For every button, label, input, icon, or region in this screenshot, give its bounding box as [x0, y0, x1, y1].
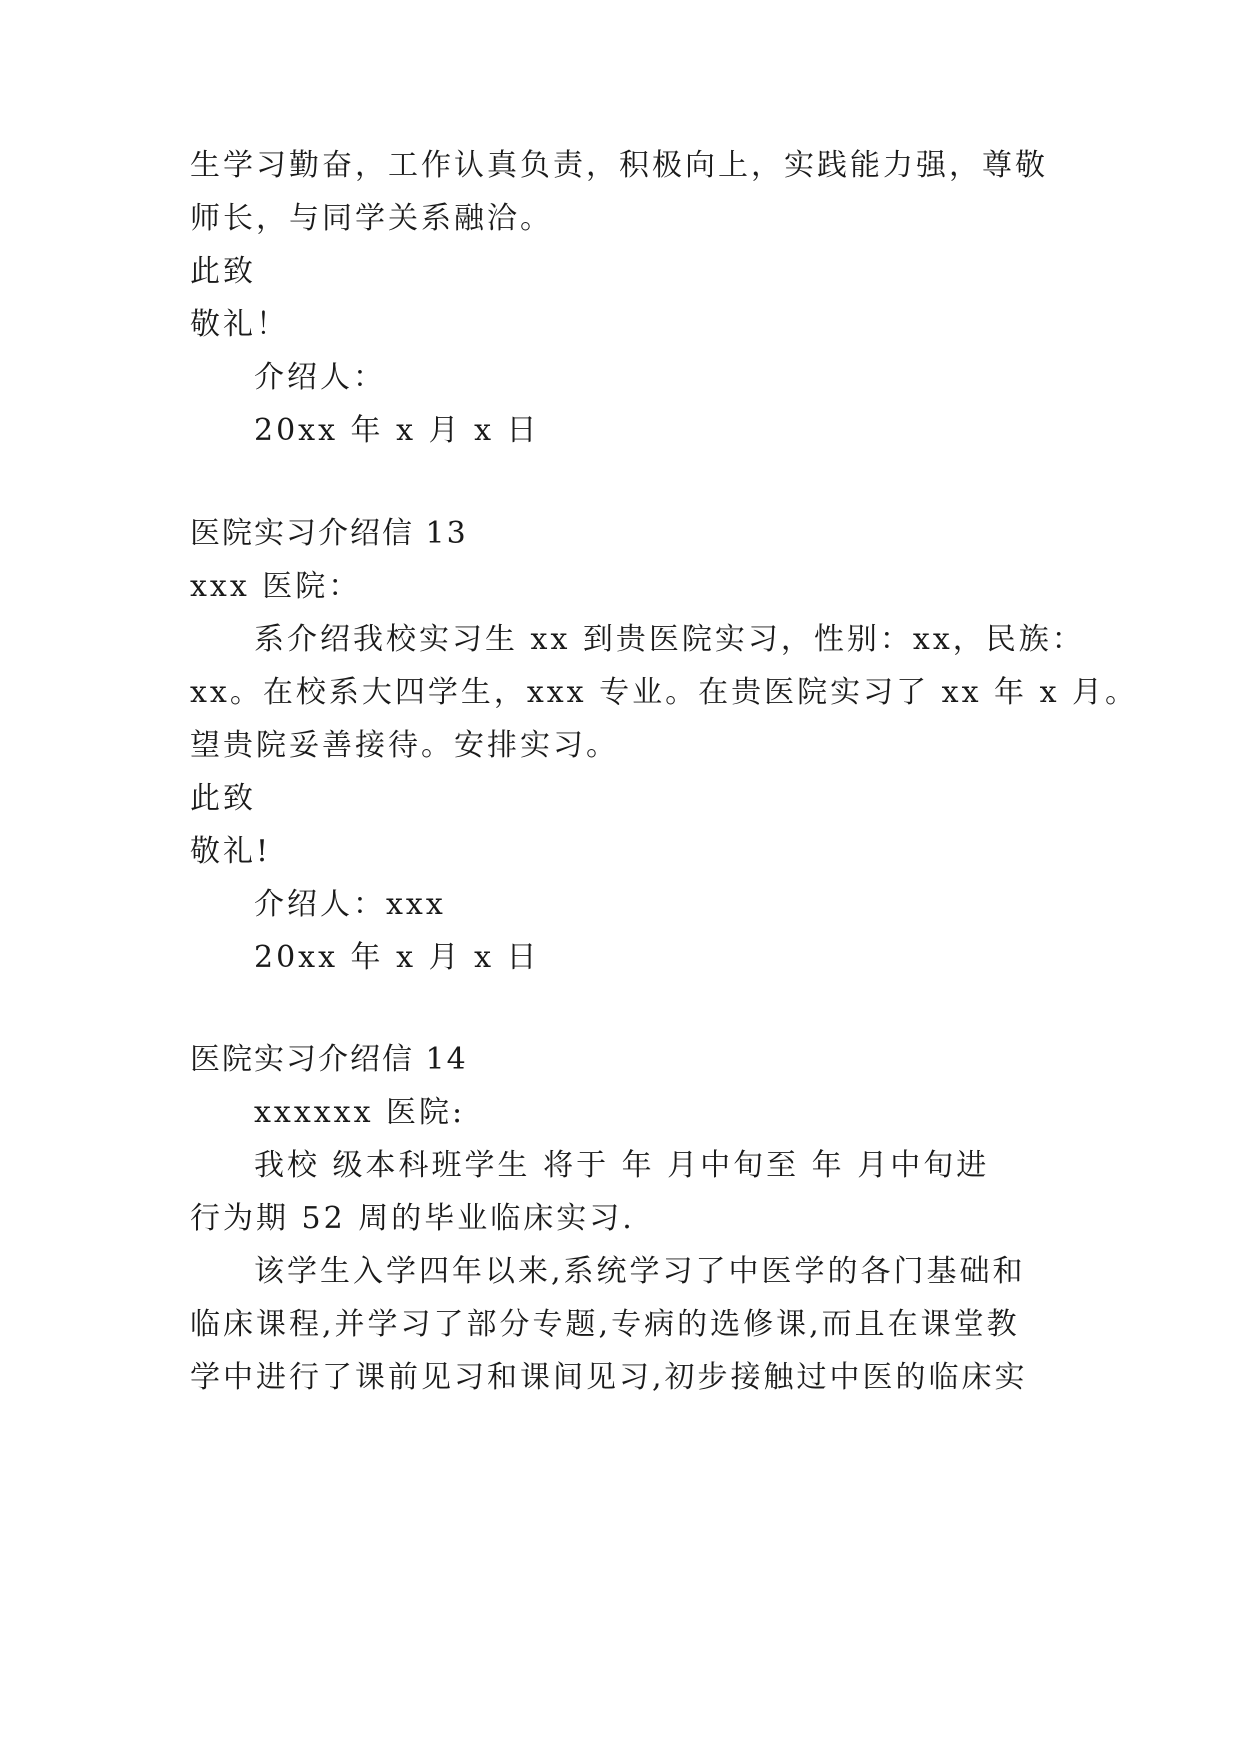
body-line: 系介绍我校实习生 xx 到贵医院实习，性别：xx，民族：	[254, 622, 1085, 657]
body-line: 师长，与同学关系融洽。	[190, 201, 553, 236]
letter-title: 医院实习介绍信 14	[190, 1042, 468, 1077]
body-line: 望贵院妥善接待。安排实习。	[190, 728, 619, 763]
closing-line: 此致	[190, 781, 256, 816]
body-line: xx。在校系大四学生，xxx 专业。在贵医院实习了 xx 年 x 月。	[190, 675, 1139, 710]
body-line: 学中进行了课前见习和课间见习,初步接触过中医的临床实	[190, 1360, 1028, 1395]
date-line: 20xx 年 x 月 x 日	[254, 413, 540, 448]
date-line: 20xx 年 x 月 x 日	[254, 940, 540, 975]
body-line: 该学生入学四年以来,系统学习了中医学的各门基础和	[254, 1254, 1026, 1289]
letter-title: 医院实习介绍信 13	[190, 516, 468, 551]
body-line: 行为期 52 周的毕业临床实习.	[190, 1201, 635, 1236]
body-line: 我校 级本科班学生 将于 年 月中旬至 年 月中旬进	[254, 1148, 990, 1183]
closing-line: 敬礼！	[190, 307, 289, 342]
document-page	[190, 0, 1139, 1754]
salutation: xxx 医院：	[190, 569, 362, 604]
referrer-line: 介绍人：	[254, 360, 386, 395]
closing-line: 此致	[190, 254, 256, 289]
salutation: xxxxxx 医院:	[254, 1095, 466, 1130]
referrer-line: 介绍人：xxx	[254, 887, 446, 922]
closing-line: 敬礼!	[190, 834, 272, 869]
body-line: 临床课程,并学习了部分专题,专病的选修课,而且在课堂教	[190, 1307, 1020, 1342]
body-line: 生学习勤奋，工作认真负责，积极向上，实践能力强，尊敬	[190, 148, 1048, 183]
